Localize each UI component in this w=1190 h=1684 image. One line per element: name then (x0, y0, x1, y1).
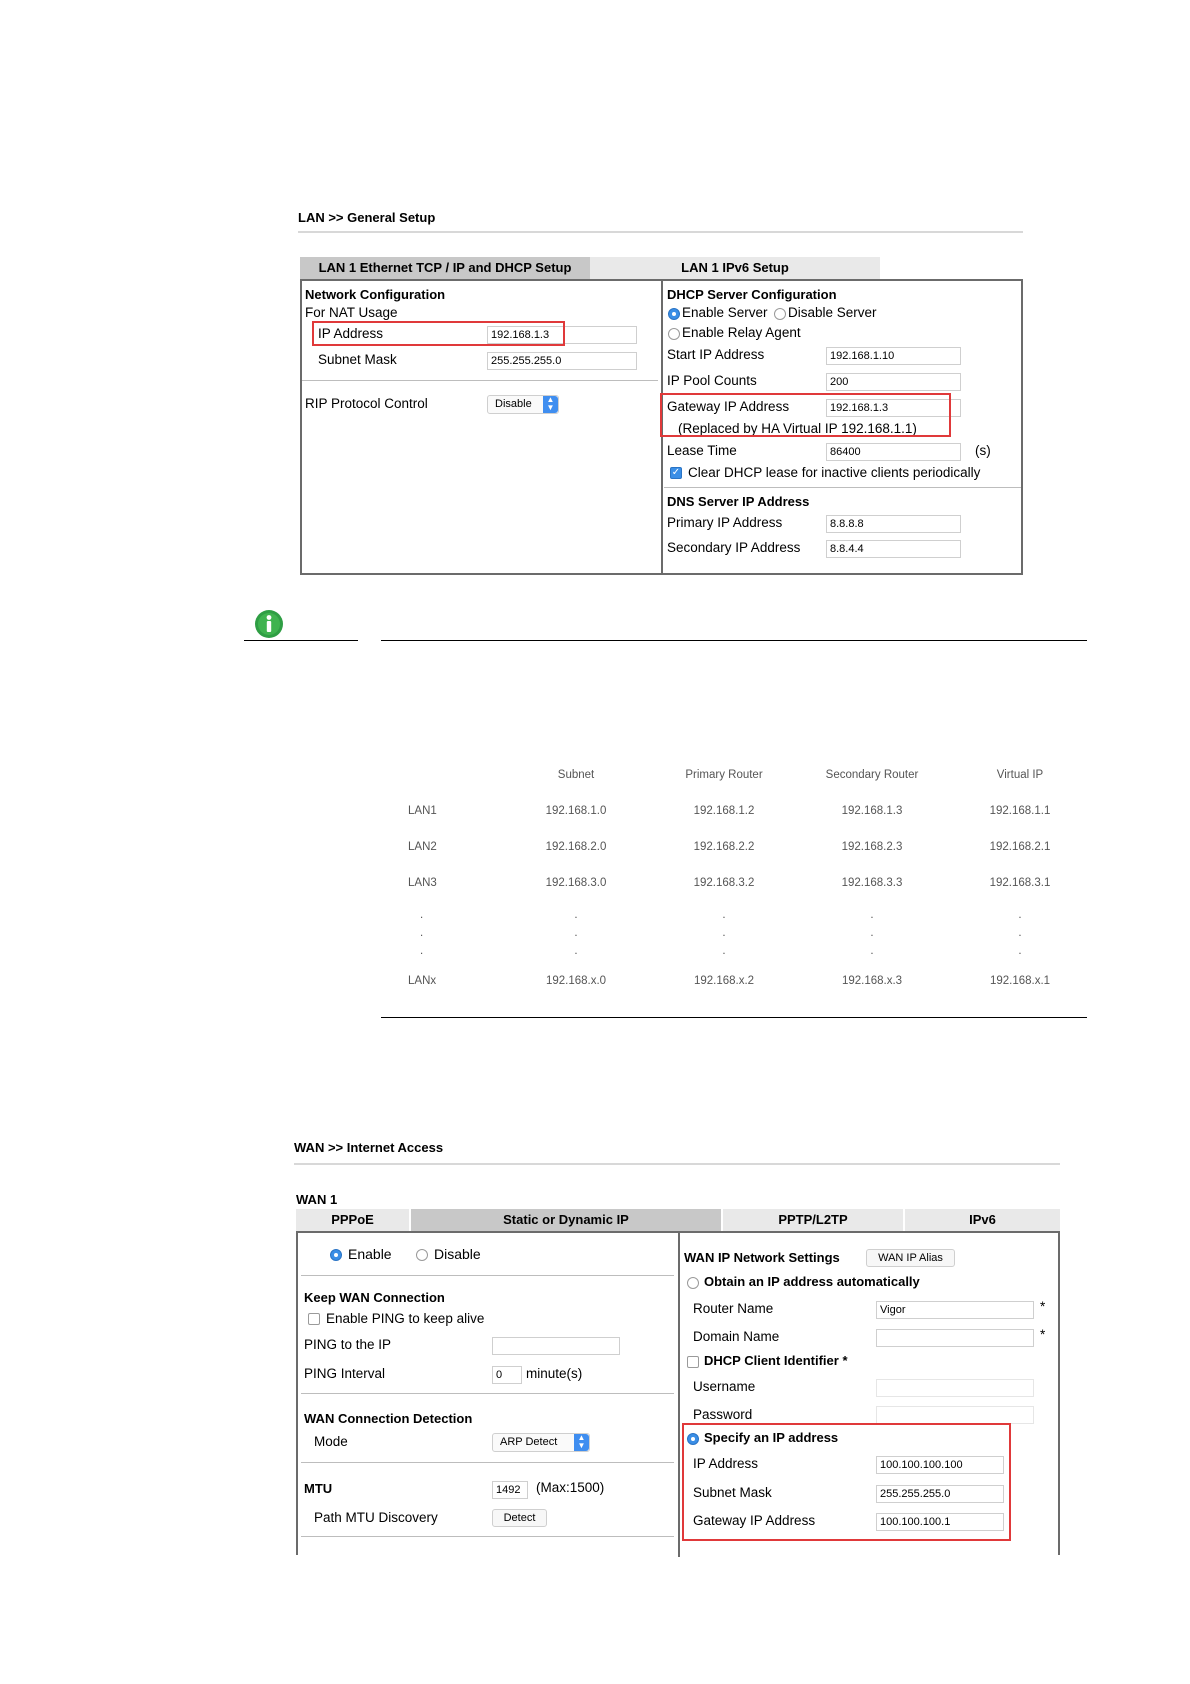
ellipsis-dot: . (870, 909, 874, 921)
ping-ip-input[interactable] (492, 1337, 620, 1355)
table-header: Virtual IP (996, 769, 1044, 781)
clear-lease-label: Clear DHCP lease for inactive clients periodically (688, 465, 981, 480)
gateway-ip-input[interactable]: 100.100.100.1 (876, 1513, 1004, 1531)
username-input[interactable] (876, 1379, 1034, 1397)
ellipsis-dot: . (870, 927, 874, 939)
section-divider (301, 1393, 674, 1394)
ellipsis-dot: . (574, 945, 578, 957)
table-cell: LANx (408, 975, 437, 987)
tab-lan1-ipv6[interactable]: LAN 1 IPv6 Setup (590, 257, 880, 279)
table-bottom-rule (381, 1017, 1087, 1018)
relay-agent-label: Enable Relay Agent (682, 325, 801, 340)
lease-time-input[interactable]: 86400 (826, 443, 961, 461)
table-cell: LAN1 (408, 805, 437, 817)
dns-heading: DNS Server IP Address (667, 494, 810, 509)
table-cell: 192.168.3.3 (841, 877, 903, 889)
gateway-ip-label: Gateway IP Address (693, 1513, 816, 1528)
tab-bar (296, 1209, 1060, 1231)
pool-count-input[interactable]: 200 (826, 373, 961, 391)
pool-count-label: IP Pool Counts (667, 373, 757, 388)
keep-wan-heading: Keep WAN Connection (304, 1290, 445, 1305)
ping-interval-unit: minute(s) (526, 1366, 583, 1381)
mtu-label: MTU (304, 1481, 333, 1496)
table-cell: 192.168.2.1 (989, 841, 1051, 853)
subnet-mask-input[interactable]: 255.255.255.0 (487, 352, 637, 370)
start-ip-input[interactable]: 192.168.1.10 (826, 347, 961, 365)
mtu-input[interactable]: 1492 (492, 1481, 528, 1499)
table-header: Primary Router (685, 769, 763, 781)
enable-label: Enable (348, 1246, 392, 1262)
disable-label: Disable (434, 1246, 481, 1262)
mode-select[interactable] (492, 1433, 590, 1452)
ellipsis-dot: . (574, 927, 578, 939)
primary-dns-label: Primary IP Address (667, 515, 783, 530)
enable-radio[interactable] (330, 1249, 342, 1261)
ip-address-input[interactable]: 100.100.100.100 (876, 1456, 1004, 1474)
required-asterisk: * (1040, 1327, 1046, 1342)
tab-static-dynamic[interactable]: Static or Dynamic IP (411, 1209, 721, 1231)
gateway-ip-input[interactable]: 192.168.1.3 (826, 399, 961, 417)
rip-select-value: Disable (495, 398, 532, 410)
router-name-input[interactable]: Vigor (876, 1301, 1034, 1319)
clear-lease-checkbox[interactable]: ✓ (671, 467, 681, 478)
dhcp-config-heading: DHCP Server Configuration (667, 287, 837, 302)
ellipsis-dot: . (420, 909, 424, 921)
required-asterisk: * (1040, 1299, 1046, 1314)
gateway-ip-label: Gateway IP Address (667, 399, 790, 414)
for-nat-label: For NAT Usage (305, 305, 398, 320)
page-title: LAN >> General Setup (298, 210, 436, 225)
ping-ip-label: PING to the IP (304, 1337, 392, 1352)
section-divider (301, 1462, 674, 1463)
table-cell: 192.168.2.2 (693, 841, 755, 853)
wan-ip-settings-heading: WAN IP Network Settings (684, 1250, 840, 1265)
username-label: Username (693, 1379, 756, 1394)
dhcp-client-label: DHCP Client Identifier * (704, 1353, 848, 1368)
table-cell: 192.168.x.2 (693, 975, 755, 987)
primary-dns-input[interactable]: 8.8.8.8 (826, 515, 961, 533)
lease-unit: (s) (975, 443, 991, 458)
obtain-auto-radio[interactable] (687, 1277, 699, 1289)
table-cell: 192.168.3.0 (545, 877, 607, 889)
table-header: Subnet (557, 769, 595, 781)
obtain-auto-label: Obtain an IP address automatically (704, 1274, 920, 1289)
ping-keepalive-checkbox[interactable] (308, 1313, 320, 1325)
ellipsis-dot: . (722, 927, 726, 939)
ellipsis-dot: . (870, 945, 874, 957)
disable-server-label: Disable Server (788, 305, 877, 320)
tab-ipv6[interactable]: IPv6 (905, 1209, 1060, 1231)
tab-pptp-l2tp[interactable]: PPTP/L2TP (723, 1209, 903, 1231)
password-label: Password (693, 1407, 753, 1422)
detect-button[interactable]: Detect (492, 1509, 547, 1527)
table-cell: 192.168.1.1 (989, 805, 1051, 817)
detection-heading: WAN Connection Detection (304, 1411, 473, 1426)
ip-address-label: IP Address (693, 1456, 759, 1471)
subnet-mask-label: Subnet Mask (318, 352, 397, 367)
table-cell: 192.168.3.1 (989, 877, 1051, 889)
ellipsis-dot: . (420, 945, 424, 957)
ellipsis-dot: . (722, 945, 726, 957)
title-divider (294, 1163, 1060, 1165)
section-divider (301, 1275, 674, 1276)
ellipsis-dot: . (722, 909, 726, 921)
highlight-box (682, 1423, 1011, 1541)
mode-label: Mode (314, 1434, 348, 1449)
table-cell: 192.168.2.0 (545, 841, 607, 853)
wan-label: WAN 1 (296, 1192, 338, 1207)
column-divider (678, 1233, 680, 1557)
table-cell: 192.168.x.1 (989, 975, 1051, 987)
table-cell: 192.168.x.3 (841, 975, 903, 987)
ip-address-input[interactable]: 192.168.1.3 (487, 326, 637, 344)
ellipsis-dot: . (574, 909, 578, 921)
chevron-updown-icon: ▲ ▼ (543, 396, 558, 413)
secondary-dns-label: Secondary IP Address (667, 540, 801, 555)
dhcp-client-checkbox[interactable] (687, 1356, 699, 1368)
table-cell: 192.168.x.0 (545, 975, 607, 987)
disable-radio[interactable] (416, 1249, 428, 1261)
ellipsis-dot: . (1018, 909, 1022, 921)
start-ip-label: Start IP Address (667, 347, 765, 362)
mtu-max-label: (Max:1500) (536, 1480, 605, 1495)
table-cell: LAN2 (408, 841, 437, 853)
ellipsis-dot: . (1018, 945, 1022, 957)
specify-ip-label: Specify an IP address (704, 1430, 839, 1445)
page-title: WAN >> Internet Access (294, 1140, 444, 1155)
chevron-updown-icon: ▲ ▼ (574, 1434, 589, 1451)
network-config-heading: Network Configuration (305, 287, 446, 302)
mode-select-value: ARP Detect (500, 1436, 558, 1448)
path-mtu-label: Path MTU Discovery (314, 1510, 438, 1525)
table-header: Secondary Router (825, 769, 919, 781)
tab-lan1-ethernet[interactable]: LAN 1 Ethernet TCP / IP and DHCP Setup (300, 257, 590, 279)
table-cell: 192.168.3.2 (693, 877, 755, 889)
enable-server-label: Enable Server (682, 305, 768, 320)
secondary-dns-input[interactable]: 8.8.4.4 (826, 540, 961, 558)
subnet-mask-input[interactable]: 255.255.255.0 (876, 1485, 1004, 1503)
domain-name-label: Domain Name (693, 1329, 780, 1344)
setup-panel (296, 1231, 1060, 1555)
ping-interval-label: PING Interval (304, 1366, 386, 1381)
wan-setup-screenshot (294, 1140, 1060, 1555)
rip-label: RIP Protocol Control (305, 396, 428, 411)
ellipsis-dot: . (420, 927, 424, 939)
ellipsis-dot: . (1018, 927, 1022, 939)
tab-pppoe[interactable]: PPPoE (296, 1209, 409, 1231)
table-cell: 192.168.1.2 (693, 805, 755, 817)
wan-ip-alias-button[interactable]: WAN IP Alias (866, 1249, 955, 1267)
table-cell: 192.168.1.0 (545, 805, 607, 817)
router-name-label: Router Name (693, 1301, 774, 1316)
password-input[interactable] (876, 1406, 1034, 1424)
gateway-note: (Replaced by HA Virtual IP 192.168.1.1) (678, 421, 917, 436)
ping-interval-input[interactable]: 0 (492, 1366, 522, 1384)
lease-time-label: Lease Time (667, 443, 737, 458)
table-cell: 192.168.2.3 (841, 841, 903, 853)
table-cell: 192.168.1.3 (841, 805, 903, 817)
domain-name-input[interactable] (876, 1329, 1034, 1347)
ip-address-label: IP Address (318, 326, 384, 341)
section-divider (301, 1536, 674, 1537)
ping-keepalive-label: Enable PING to keep alive (326, 1311, 485, 1326)
subnet-mask-label: Subnet Mask (693, 1485, 772, 1500)
table-cell: LAN3 (408, 877, 437, 889)
